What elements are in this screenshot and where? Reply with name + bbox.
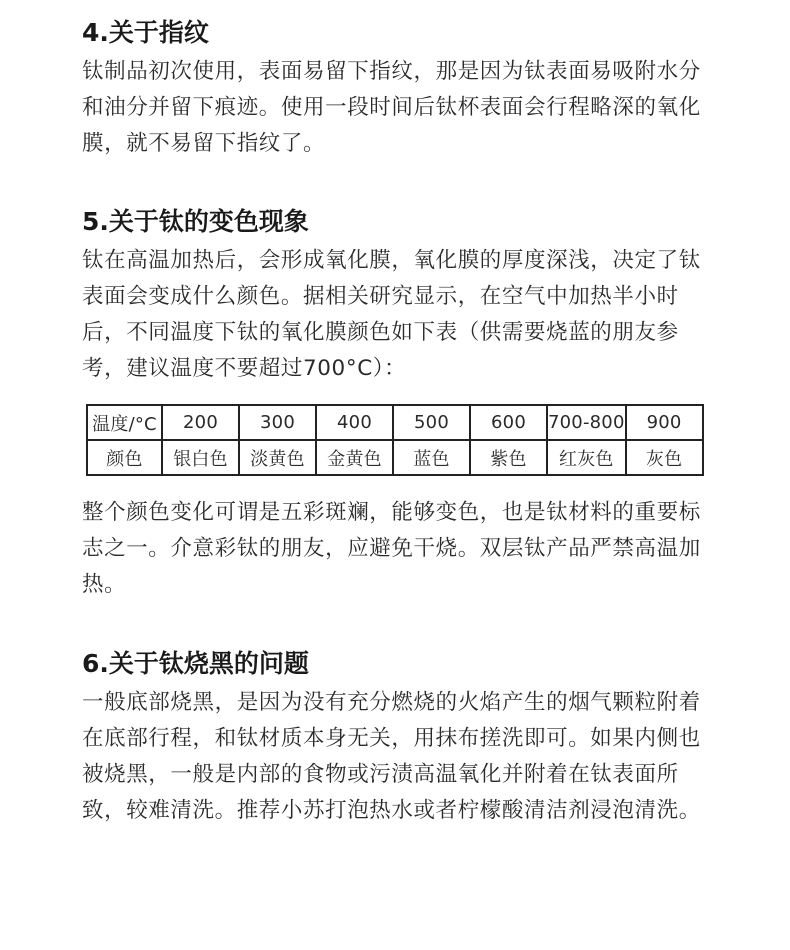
table-cell: 红灰色	[547, 440, 626, 475]
table-cell: 蓝色	[393, 440, 470, 475]
table-cell: 200	[162, 405, 239, 440]
section-6-paragraph: 一般底部烧黑，是因为没有充分燃烧的火焰产生的烟气颗粒附着在底部行程，和钛材质本身无关，用抹布搓洗即可。如果内侧也被烧黑，一般是内部的食物或污渍高温氧化并附着在钛表面所致，较难清洗。推荐小苏打泡热水或者柠檬酸清洁剂浸泡清洗。	[82, 690, 701, 823]
table-row-color	[87, 440, 703, 475]
section-6-title: 6.关于钛烧黑的问题	[82, 649, 309, 678]
table-cell: 400	[316, 405, 393, 440]
table-cell: 灰色	[626, 440, 703, 475]
table-cell: 700-800	[547, 405, 626, 440]
oxide-color-table	[86, 404, 704, 476]
table-cell: 淡黄色	[239, 440, 316, 475]
table-cell: 紫色	[470, 440, 547, 475]
section-4-paragraph: 钛制品初次使用，表面易留下指纹，那是因为钛表面易吸附水分和油分并留下痕迹。使用一段时间后钛杯表面会行程略深的氧化膜，就不易留下指纹了。	[82, 59, 701, 156]
section-4-title: 4.关于指纹	[82, 18, 209, 47]
section-5-title: 5.关于钛的变色现象	[82, 207, 309, 236]
section-5-paragraph-summary: 整个颜色变化可谓是五彩斑斓，能够变色，也是钛材料的重要标志之一。介意彩钛的朋友，应避免干烧。双层钛产品严禁高温加热。	[82, 500, 701, 597]
table-header-temperature: 温度/°C	[87, 405, 162, 440]
table-cell: 银白色	[162, 440, 239, 475]
table-cell: 500	[393, 405, 470, 440]
table-row-temperature	[87, 405, 703, 440]
table-cell: 300	[239, 405, 316, 440]
table-cell: 600	[470, 405, 547, 440]
table-header-color: 颜色	[87, 440, 162, 475]
section-5-paragraph-intro: 钛在高温加热后，会形成氧化膜，氧化膜的厚度深浅，决定了钛表面会变成什么颜色。据相关研究显示，在空气中加热半小时后，不同温度下钛的氧化膜颜色如下表（供需要烧蓝的朋友参考，建议温度不要超过700°C）：	[82, 248, 701, 381]
table-cell: 900	[626, 405, 703, 440]
table-cell: 金黄色	[316, 440, 393, 475]
